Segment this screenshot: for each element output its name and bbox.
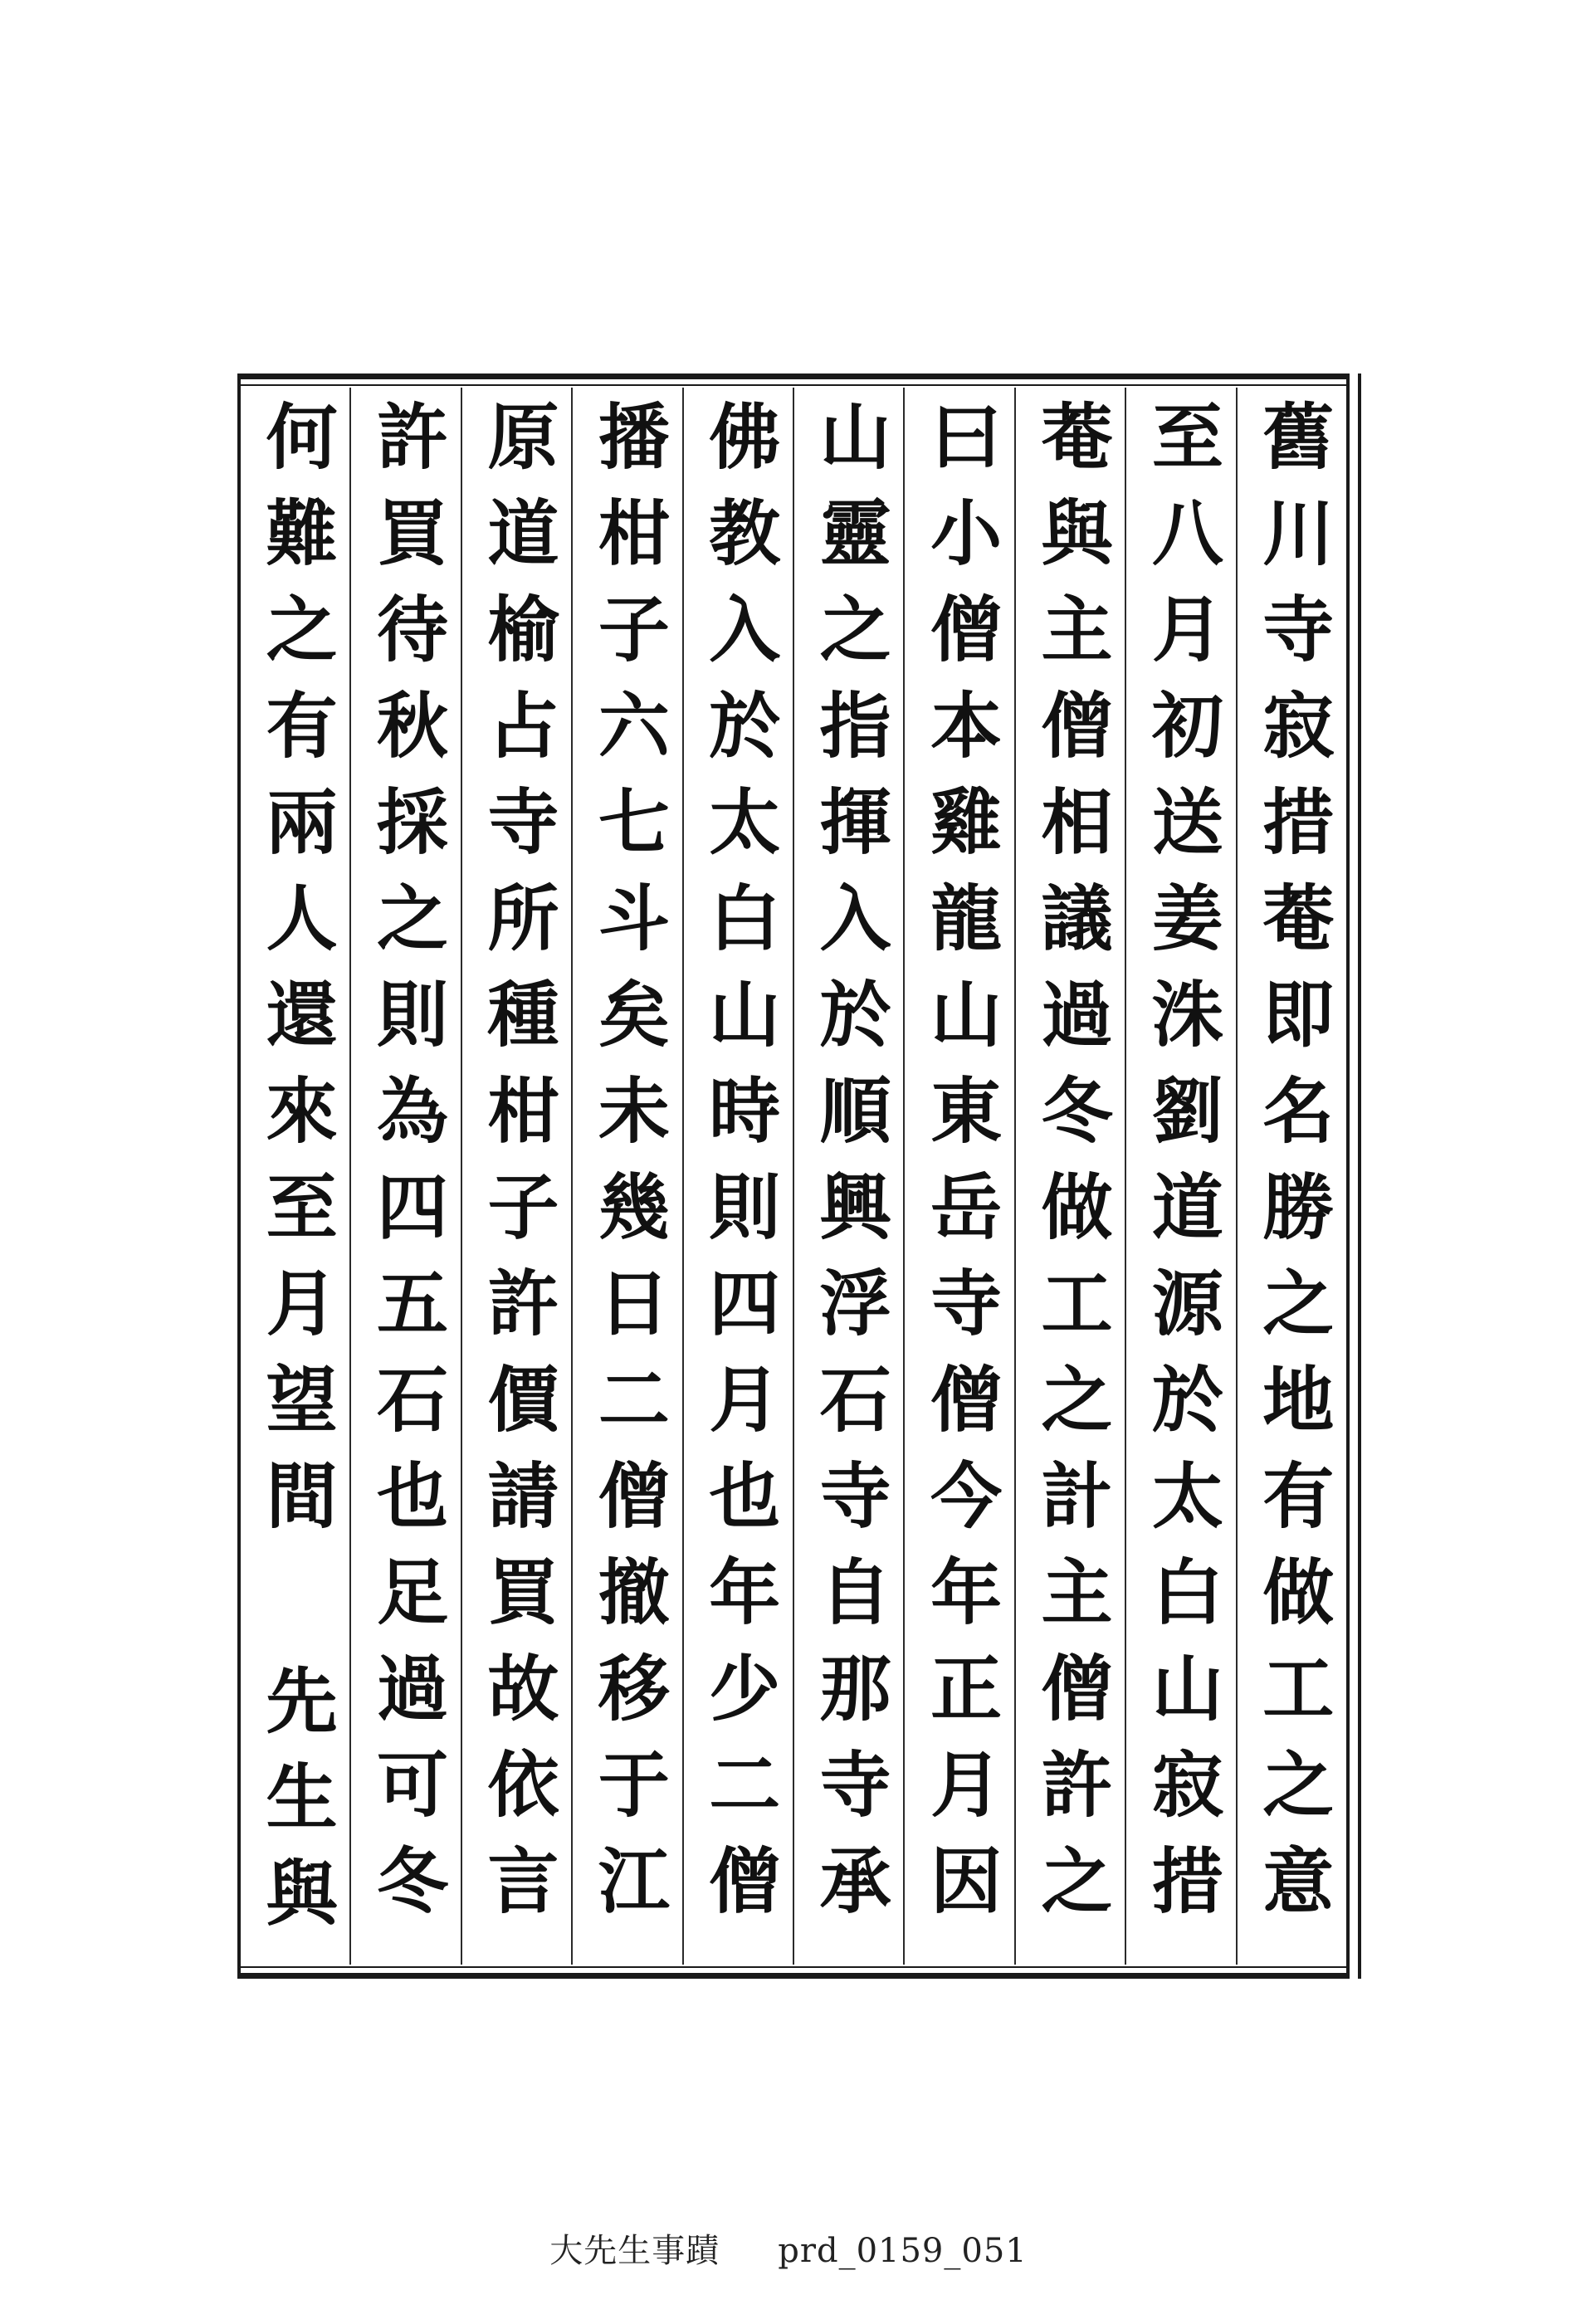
footer-title: 大先生事蹟 <box>549 2232 720 2270</box>
column-text: 許買待秋採之則為四五石也足過可冬 <box>364 399 449 1940</box>
text-column-10 <box>241 388 349 1965</box>
column-text: 原道榆占寺所種柑子許價請買故依言 <box>475 399 559 1940</box>
text-column-4 <box>903 388 1013 1965</box>
page-frame <box>237 374 1350 1979</box>
column-text: 山靈之指揮入於順興浮石寺自那寺承 <box>807 399 891 1940</box>
column-text: 佛教入於太白山時則四月也年少二僧 <box>696 399 781 1940</box>
text-column-2 <box>1125 388 1235 1965</box>
column-text: 播柑子六七斗矣未幾日二僧撤移于江 <box>585 399 670 1940</box>
column-text: 至八月初送姜洙劉道源於太白山寂措 <box>1139 399 1223 1940</box>
column-text: 曰小僧本雞龍山東岳寺僧今年正月因 <box>918 399 1003 1940</box>
text-column-1 <box>1236 388 1346 1965</box>
text-column-6 <box>682 388 793 1965</box>
text-column-7 <box>571 388 681 1965</box>
column-text: 舊川寺寂措菴即名勝之地有做工之意 <box>1250 399 1335 1940</box>
page-footer <box>0 2224 1577 2272</box>
text-column-9 <box>349 388 460 1965</box>
footer-code: prd_0159_051 <box>778 2232 1028 2270</box>
column-text: 菴與主僧相議過冬做工之計主僧許之 <box>1028 399 1113 1940</box>
text-columns <box>241 388 1346 1965</box>
text-column-5 <box>793 388 903 1965</box>
text-column-8 <box>461 388 571 1965</box>
text-column-3 <box>1014 388 1125 1965</box>
outer-right-border <box>1358 374 1361 1979</box>
column-text: 何難之有兩人還來至月望間 先生與 <box>253 399 338 1952</box>
